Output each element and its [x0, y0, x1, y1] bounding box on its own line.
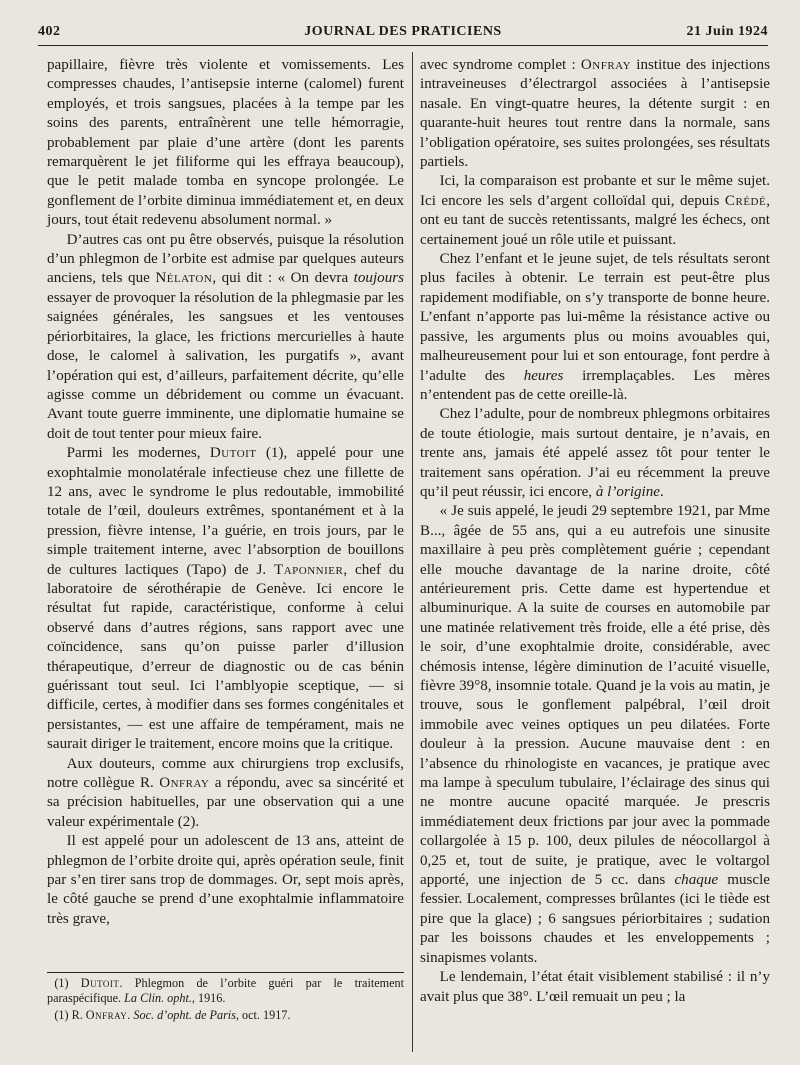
column-divider: [412, 52, 413, 1052]
paragraph: Chez l’enfant et le jeune sujet, de tels résultats seront plus faciles à obtenir. Le terrain est peut-être plus rapidement modifiable, on s’y transporte de bonne heure. L’enfant n’apporte pas lui-même la résistance active ou passive, les arguments plus ou moins avouables qui, malheureusement pour lui et son entourage, font perdre à l’adulte des heures irremplaçables. Les mères n’entendent pas de cette oreille-là.: [420, 251, 770, 403]
footnote: (1) R. Onfray. Soc. d’opht. de Paris, oct. 1917.: [54, 1008, 291, 1022]
paragraph: Chez l’adulte, pour de nombreux phlegmons orbitaires de toute étiologie, mais surtout dentaire, je n’avais, en trente ans, jamais été appelé assez tôt pour tenter le traitement sans opération. J’ai eu récemment la preuve qu’il peut réussir, ici encore, à l’origine.: [420, 406, 770, 500]
right-column: [420, 56, 770, 1007]
paragraph: D’autres cas ont pu être observés, puisque la résolution d’un phlegmon de l’orbite est admise par quelques auteurs anciens, tels que Nélaton, qui dit : « On devra toujours essayer de provoquer la résolution de la phlegmasie par les saignées générales, les sangsues et les ventouses périorbitaires, la glace, les frictions mercurielles à haute dose, le calomel à salivation, les purgatifs », avant l’opération qui est, d’ailleurs, parfaitement décrite, qu’elle agisse comme un débridement ou comme un évacuant. Avant toute guerre imminente, une diplomatie humaine se doit de tout tenter pour mieux faire.: [47, 231, 404, 442]
author-name: Taponnier: [274, 561, 344, 578]
paragraph: « Je suis appelé, le jeudi 29 septembre 1921, par Mme B..., âgée de 55 ans, qui a eu autrefois une sinusite maxillaire à peu près complètement guérie ; cependant elle mouche davantage de la narine droite, côté antérieurement pris. Cette dame est hypertendue et albuminurique. A la suite de courses en automobile par une matinée relativement très froide, elle a été prise, dès le soir, d’une exophtalmie droite, considérable, avec chémosis intense, légère diminution de l’acuité visuelle, fièvre 39°8, insomnie totale. Quand je la vois au matin, je trouve, sous le gonflement palpébral, l’œil droit immobile avec veines optiques un peu dilatées. Forte douleur à la pression. Aucune mauvaise dent : en l’absence du rhinologiste en vacances, je pratique avec ma lampe à speculum tubulaire, l’éclairage des sinus qui ne montre aucune opacité marquée. Je prescris immédiatement deux frictions par jour avec la pommade collargolée à 15 p. 100, deux pilules de néocollargol à 0,25 et, tout de suite, je pratique, avec le voltargol apporté, une injection de 5 cc. dans chaque muscle fessier. Localement, compresses brûlantes (ici le tiède est pire que la glace) ; 6 sangsues périorbitaires ; sudation par les boissons chaudes et les enveloppements ; sinapismes volants.: [420, 503, 771, 966]
footnote: (1) Dutoit. Phlegmon de l’orbite guéri par le traitement paraspécifique. La Clin. opht., 1916.: [47, 976, 404, 1005]
journal-title: JOURNAL DES PRATICIENS: [304, 24, 502, 39]
paragraph: Il est appelé pour un adolescent de 13 ans, atteint de phlegmon de l’orbite droite qui, après opération seule, finit par s’en tirer sans trop de dommages. Or, sept mois après, le côté gauche se prend d’une exophtalmie inflammatoire très grave,: [47, 833, 404, 927]
page-number: 402: [38, 24, 61, 39]
author-name: Onfray: [580, 57, 632, 73]
paragraph: Aux douteurs, comme aux chirurgiens trop exclusifs, notre collègue R. Onfray a répondu, avec sa sincérité et sa précision habituelles, par une observation qui a une valeur expérimentale (2).: [47, 755, 404, 830]
paragraph: Le lendemain, l’état était visiblement stabilisé : il n’y avait plus que 38°. L’œil remuait un peu ; la: [420, 969, 770, 1005]
author-name: Crédé: [724, 192, 767, 209]
author-name: Nélaton: [155, 270, 213, 287]
footnotes: [47, 976, 404, 1025]
footnote-rule: [47, 972, 404, 973]
header-rule: [38, 45, 768, 46]
paragraph: papillaire, fièvre très violente et vomissements. Les compresses chaudes, l’antisepsie interne (calomel) furent employés, et trois sangsues, placées à la tempe par les soins des parents, entraînèrent une telle hémorragie, probablement par plaie d’une artère (dont les parents remarquèrent le jet filiforme qui les effraya beaucoup), que le petit malade tomba en syncope prolongée. Le gonflement de l’orbite diminua immédiatement et, en deux jours, tout était redevenu absolument normal. »: [47, 57, 404, 229]
running-header: [38, 18, 768, 46]
issue-date: 21 Juin 1924: [686, 24, 768, 39]
author-name: Dutoit: [209, 445, 257, 462]
left-column: [47, 56, 404, 929]
author-name: Onfray: [159, 775, 210, 792]
paragraph: avec syndrome complet : Onfray institue des injections intraveineuses d’électrargol associées à l’antisepsie nasale. En vingt-quatre heures, la détente surgit : en quarante-huit heures tout rentre dans la normale, sans l’obligation opératoire, ses suites prolongées, ses résultats partiels.: [420, 57, 770, 171]
paragraph: Parmi les modernes, Dutoit (1), appelé pour une exophtalmie monolatérale infectieuse chez une fillette de 12 ans, avec le syndrome le plus redoutable, immobilité totale de l’œil, douleurs extrêmes, spontanément et à la pression, fièvre intense, l’a guérie, en trois jours, par le simple traitement interne, avec l’absorption de bouillons de cultures lactiques (Tapo) de J. Taponnier, chef du laboratoire de sérothérapie de Genève. Ici encore le résultat fut rapide, caractéristique, conforme à celui observé dans d’autres régions, sans rapport avec une coïncidence, sans qu’on puisse parler d’illusion thérapeutique, d’erreur de diagnostic ou de cas bénin guérissant tout seul. Ici l’amblyopie sceptique, — si difficile, certes, à modifier dans ses formes congénitales et persistantes, — est une affaire de tempérament, mais ne saurait diriger le traitement, encore moins que la critique.: [47, 445, 405, 753]
paragraph: Ici, la comparaison est probante et sur le même sujet. Ici encore les sels d’argent colloïdal qui, depuis Crédé, ont eu tant de succès retentissants, malgré les échecs, ont certainement joué un rôle utile et puissant.: [420, 173, 770, 248]
